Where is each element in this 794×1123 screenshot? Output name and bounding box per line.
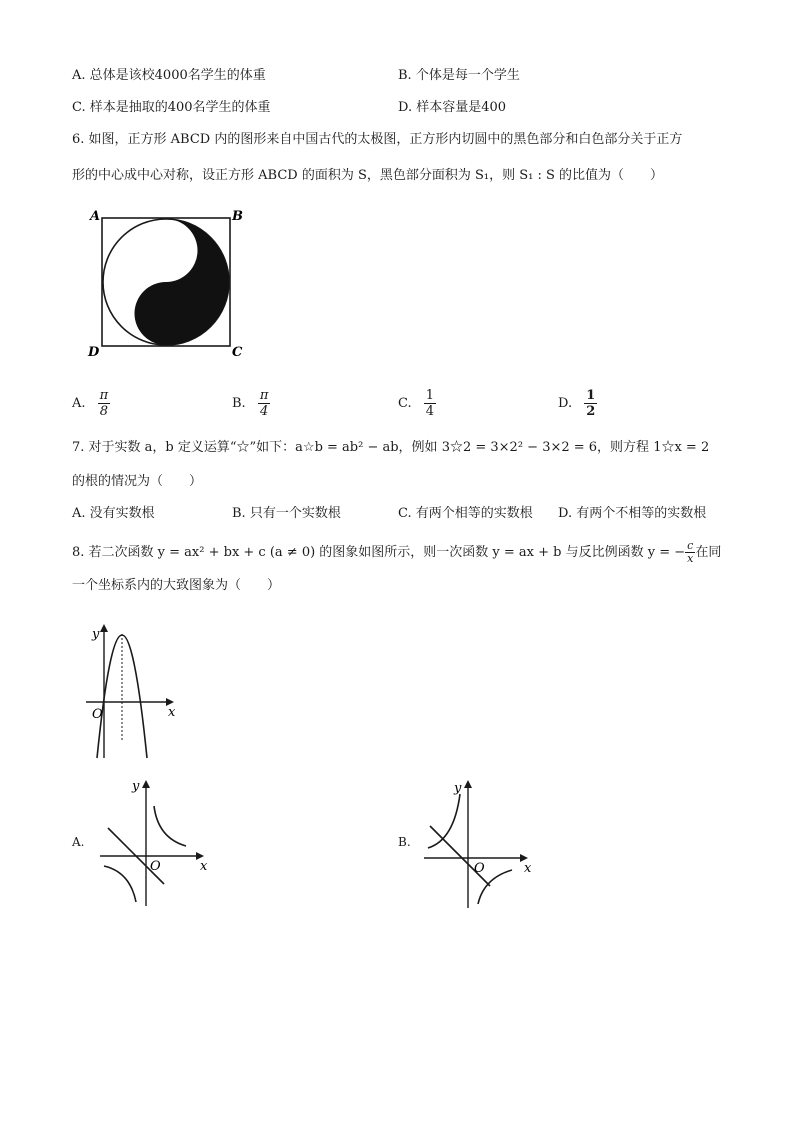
- label-d: D: [88, 345, 100, 360]
- black-dot: [160, 308, 172, 320]
- q6-stem-line2: 形的中心成中心对称，设正方形 ABCD 的面积为 S，黑色部分面积为 S₁，则 S₁ : S 的比值为（ ）: [72, 168, 664, 183]
- q5-option-a: A. 总体是该校4000名学生的体重: [72, 68, 266, 83]
- svg-text:y: y: [92, 627, 100, 642]
- label-b: B: [232, 209, 243, 224]
- q5-option-d: D. 样本容量是400: [398, 100, 507, 115]
- option-a-graph: [96, 776, 216, 910]
- q8-stem-line2: 一个坐标系内的大致图象为（ ）: [72, 578, 281, 593]
- q7-option-d: D. 有两个不相等的实数根: [558, 506, 707, 521]
- hyperbola-q1: [154, 806, 186, 846]
- q6-stem-line1: 6. 如图，正方形 ABCD 内的图形来自中国古代的太极图，正方形内切圆中的黑色部分和白色部分关于正方: [72, 132, 683, 147]
- white-dot: [160, 245, 172, 257]
- svg-text:x: x: [168, 705, 176, 720]
- q7-option-b: B. 只有一个实数根: [232, 506, 341, 521]
- q6-option-d: D. $\frac{1}{2}$: [558, 388, 596, 419]
- q8-option-a-label: A.: [72, 835, 85, 849]
- q6-option-b: B. $\frac{\pi}{4}$: [232, 388, 269, 419]
- svg-text:x: x: [200, 859, 208, 874]
- hyperbola-q3: [104, 866, 136, 902]
- option-b-graph: [420, 776, 540, 912]
- linear-function-line: [430, 826, 490, 886]
- svg-text:O: O: [474, 861, 485, 876]
- q7-stem-line1: 7. 对于实数 a，b 定义运算“☆”如下：a☆b = ab² − ab，例如 3☆2 = 3×2² − 3×2 = 6，则方程 1☆x = 2: [72, 440, 710, 455]
- q6-option-c: C. $\frac{1}{4}$: [398, 388, 435, 419]
- q5-option-c: C. 样本是抽取的400名学生的体重: [72, 100, 271, 115]
- q7-option-c: C. 有两个相等的实数根: [398, 506, 533, 521]
- q8-stem-line1: 8. 若二次函数 y = ax² + bx + c (a ≠ 0) 的图象如图所示，则一次函数 y = ax + b 与反比例函数 y = − $\frac{c}{x}$ 在同: [72, 539, 722, 565]
- q7-stem-line2: 的根的情况为（ ）: [72, 474, 203, 489]
- svg-text:y: y: [132, 779, 140, 794]
- svg-text:y: y: [454, 781, 462, 796]
- svg-text:x: x: [524, 861, 532, 876]
- q8-option-b-label: B.: [398, 835, 411, 849]
- q6-option-a: A. $\frac{\pi}{8}$: [72, 388, 109, 419]
- label-a: A: [90, 209, 101, 224]
- svg-text:O: O: [150, 859, 161, 874]
- svg-text:O: O: [92, 707, 103, 722]
- q7-option-a: A. 没有实数根: [72, 506, 155, 521]
- parabola-graph: [84, 618, 184, 760]
- q5-option-b: B. 个体是每一个学生: [398, 68, 520, 83]
- taiji-figure: [82, 204, 252, 360]
- label-c: C: [232, 345, 243, 360]
